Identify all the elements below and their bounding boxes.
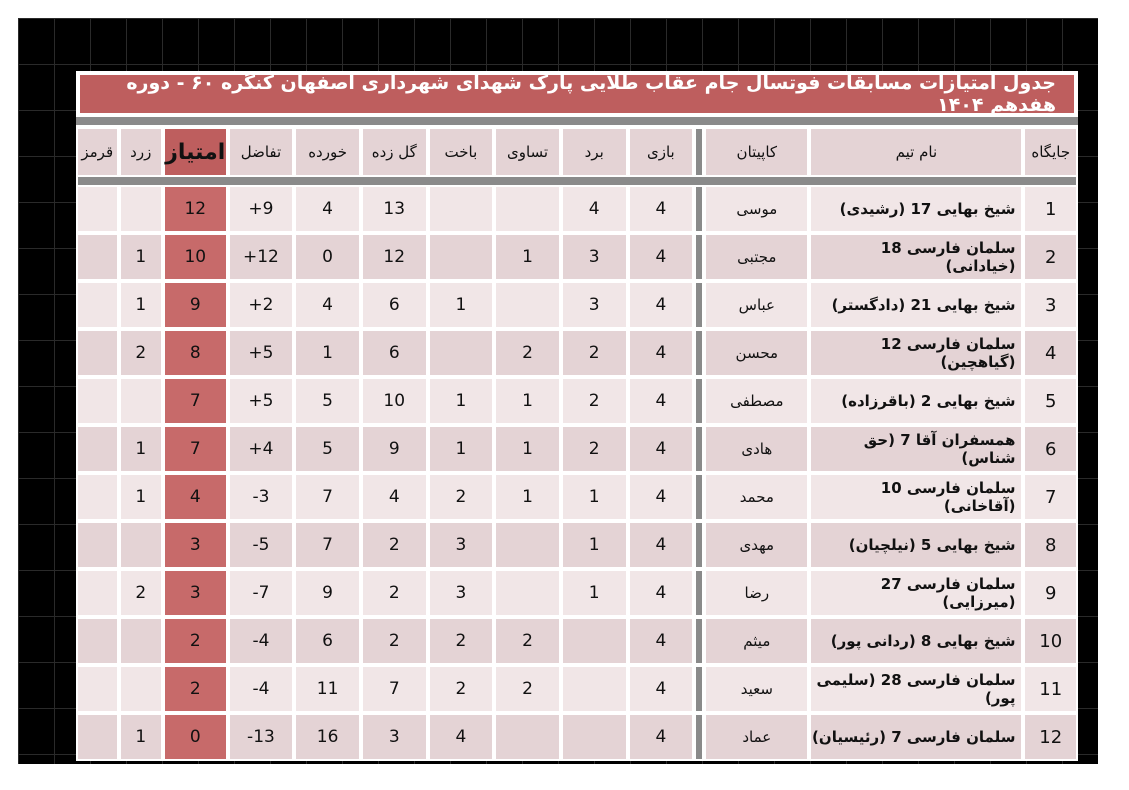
played-cell: 4 <box>628 617 695 665</box>
played-cell: 4 <box>628 665 695 713</box>
header-row <box>76 127 1078 177</box>
row-gap <box>694 569 704 617</box>
rank-cell: 12 <box>1023 713 1078 761</box>
table-row <box>76 569 1078 617</box>
goal-difference-cell: 4- <box>228 665 295 713</box>
points-cell: 12 <box>163 185 228 233</box>
rank-cell: 6 <box>1023 425 1078 473</box>
goal-difference-cell: 4+ <box>228 425 295 473</box>
row-gap <box>694 233 704 281</box>
goal-difference-cell: 12+ <box>228 233 295 281</box>
table-row <box>76 521 1078 569</box>
goal-difference-cell: 2+ <box>228 281 295 329</box>
lost-cell: 1 <box>428 281 495 329</box>
header-spacer <box>76 177 1078 185</box>
header-lost: باخت <box>428 127 495 177</box>
captain-cell: مجتبی <box>704 233 809 281</box>
goal-difference-cell: 7- <box>228 569 295 617</box>
drawn-cell <box>494 569 561 617</box>
goals-against-cell: 16 <box>294 713 361 761</box>
red-cards-cell <box>76 233 119 281</box>
goals-for-cell: 7 <box>361 665 428 713</box>
yellow-cards-cell: 1 <box>119 425 163 473</box>
lost-cell: 4 <box>428 713 495 761</box>
row-gap <box>694 185 704 233</box>
goals-against-cell: 5 <box>294 425 361 473</box>
red-cards-cell <box>76 521 119 569</box>
header-team: نام تیم <box>809 127 1023 177</box>
played-cell: 4 <box>628 281 695 329</box>
goals-against-cell: 9 <box>294 569 361 617</box>
header-points: امتیاز <box>163 127 228 177</box>
red-cards-cell <box>76 713 119 761</box>
header-goals-against: خورده <box>294 127 361 177</box>
rank-cell: 9 <box>1023 569 1078 617</box>
yellow-cards-cell: 1 <box>119 233 163 281</box>
yellow-cards-cell <box>119 521 163 569</box>
captain-cell: موسی <box>704 185 809 233</box>
goals-for-cell: 13 <box>361 185 428 233</box>
goal-difference-cell: 5- <box>228 521 295 569</box>
drawn-cell: 1 <box>494 473 561 521</box>
won-cell: 1 <box>561 473 628 521</box>
won-cell: 3 <box>561 281 628 329</box>
row-gap <box>694 713 704 761</box>
goal-difference-cell: 5+ <box>228 329 295 377</box>
yellow-cards-cell <box>119 185 163 233</box>
table-row <box>76 665 1078 713</box>
row-gap <box>694 281 704 329</box>
goals-against-cell: 4 <box>294 185 361 233</box>
goals-for-cell: 10 <box>361 377 428 425</box>
played-cell: 4 <box>628 569 695 617</box>
won-cell: 2 <box>561 425 628 473</box>
yellow-cards-cell <box>119 665 163 713</box>
rank-cell: 2 <box>1023 233 1078 281</box>
drawn-cell: 2 <box>494 665 561 713</box>
header-played: بازی <box>628 127 695 177</box>
table-row <box>76 473 1078 521</box>
header-rank: جایگاه <box>1023 127 1078 177</box>
drawn-cell <box>494 185 561 233</box>
played-cell: 4 <box>628 521 695 569</box>
won-cell: 2 <box>561 377 628 425</box>
red-cards-cell <box>76 185 119 233</box>
header-goal-difference: تفاضل <box>228 127 295 177</box>
row-gap <box>694 665 704 713</box>
header-gap <box>694 127 704 177</box>
drawn-cell <box>494 521 561 569</box>
table-row <box>76 377 1078 425</box>
lost-cell <box>428 233 495 281</box>
played-cell: 4 <box>628 425 695 473</box>
goals-against-cell: 7 <box>294 521 361 569</box>
team-name-cell: شیخ بهایی 8 (ردانی پور) <box>809 617 1023 665</box>
drawn-cell: 1 <box>494 425 561 473</box>
table-row <box>76 281 1078 329</box>
rank-cell: 7 <box>1023 473 1078 521</box>
lost-cell <box>428 185 495 233</box>
team-name-cell: سلمان فارسی 27 (میرزایی) <box>809 569 1023 617</box>
played-cell: 4 <box>628 233 695 281</box>
header-yellow-cards: زرد <box>119 127 163 177</box>
won-cell <box>561 617 628 665</box>
played-cell: 4 <box>628 185 695 233</box>
drawn-cell <box>494 713 561 761</box>
points-cell: 8 <box>163 329 228 377</box>
captain-cell: مهدی <box>704 521 809 569</box>
goals-against-cell: 6 <box>294 617 361 665</box>
row-gap <box>694 617 704 665</box>
rank-cell: 11 <box>1023 665 1078 713</box>
captain-cell: سعید <box>704 665 809 713</box>
goals-against-cell: 5 <box>294 377 361 425</box>
row-gap <box>694 377 704 425</box>
captain-cell: محمد <box>704 473 809 521</box>
points-cell: 2 <box>163 665 228 713</box>
goals-for-cell: 3 <box>361 713 428 761</box>
red-cards-cell <box>76 473 119 521</box>
table-row <box>76 425 1078 473</box>
goals-against-cell: 0 <box>294 233 361 281</box>
points-cell: 7 <box>163 377 228 425</box>
captain-cell: عماد <box>704 713 809 761</box>
lost-cell: 2 <box>428 617 495 665</box>
lost-cell: 2 <box>428 665 495 713</box>
table-row <box>76 329 1078 377</box>
goal-difference-cell: 3- <box>228 473 295 521</box>
goal-difference-cell: 13- <box>228 713 295 761</box>
table-row <box>76 233 1078 281</box>
table-title <box>78 73 1076 115</box>
drawn-cell: 1 <box>494 377 561 425</box>
standings-table <box>76 127 1078 761</box>
points-cell: 4 <box>163 473 228 521</box>
goals-for-cell: 4 <box>361 473 428 521</box>
red-cards-cell <box>76 617 119 665</box>
points-cell: 7 <box>163 425 228 473</box>
red-cards-cell <box>76 329 119 377</box>
table-row <box>76 713 1078 761</box>
team-name-cell: سلمان فارسی 10 (آقاخانی) <box>809 473 1023 521</box>
header-drawn: تساوی <box>494 127 561 177</box>
red-cards-cell <box>76 281 119 329</box>
header-won: برد <box>561 127 628 177</box>
points-cell: 2 <box>163 617 228 665</box>
goal-difference-cell: 5+ <box>228 377 295 425</box>
goal-difference-cell: 4- <box>228 617 295 665</box>
team-name-cell: سلمان فارسی 7 (رئیسیان) <box>809 713 1023 761</box>
rank-cell: 10 <box>1023 617 1078 665</box>
yellow-cards-cell: 2 <box>119 329 163 377</box>
yellow-cards-cell: 1 <box>119 473 163 521</box>
rank-cell: 4 <box>1023 329 1078 377</box>
yellow-cards-cell <box>119 377 163 425</box>
team-name-cell: سلمان فارسی 12 (گیاهچین) <box>809 329 1023 377</box>
table-row <box>76 617 1078 665</box>
lost-cell: 3 <box>428 521 495 569</box>
rank-cell: 1 <box>1023 185 1078 233</box>
team-name-cell: شیخ بهایی 17 (رشیدی) <box>809 185 1023 233</box>
goals-for-cell: 2 <box>361 617 428 665</box>
goals-against-cell: 1 <box>294 329 361 377</box>
captain-cell: میثم <box>704 617 809 665</box>
goals-for-cell: 9 <box>361 425 428 473</box>
captain-cell: محسن <box>704 329 809 377</box>
drawn-cell: 2 <box>494 329 561 377</box>
red-cards-cell <box>76 377 119 425</box>
team-name-cell: شیخ بهایی 2 (باقرزاده) <box>809 377 1023 425</box>
rank-cell: 3 <box>1023 281 1078 329</box>
captain-cell: عباس <box>704 281 809 329</box>
table-row <box>76 185 1078 233</box>
lost-cell: 1 <box>428 377 495 425</box>
goals-for-cell: 6 <box>361 329 428 377</box>
goals-for-cell: 12 <box>361 233 428 281</box>
points-cell: 3 <box>163 569 228 617</box>
lost-cell: 3 <box>428 569 495 617</box>
yellow-cards-cell <box>119 617 163 665</box>
yellow-cards-cell: 2 <box>119 569 163 617</box>
row-gap <box>694 329 704 377</box>
goals-for-cell: 2 <box>361 521 428 569</box>
row-gap <box>694 473 704 521</box>
captain-cell: هادی <box>704 425 809 473</box>
goals-against-cell: 11 <box>294 665 361 713</box>
team-name-cell: شیخ بهایی 5 (نیلچیان) <box>809 521 1023 569</box>
goals-against-cell: 7 <box>294 473 361 521</box>
drawn-cell <box>494 281 561 329</box>
won-cell: 1 <box>561 521 628 569</box>
played-cell: 4 <box>628 377 695 425</box>
red-cards-cell <box>76 569 119 617</box>
rank-cell: 8 <box>1023 521 1078 569</box>
goals-against-cell: 4 <box>294 281 361 329</box>
drawn-cell: 1 <box>494 233 561 281</box>
standings-sheet <box>76 71 1078 747</box>
row-gap <box>694 425 704 473</box>
divider-stripe <box>76 117 1078 125</box>
yellow-cards-cell: 1 <box>119 713 163 761</box>
captain-cell: مصطفی <box>704 377 809 425</box>
standings-body <box>76 185 1078 761</box>
won-cell <box>561 665 628 713</box>
goals-for-cell: 6 <box>361 281 428 329</box>
won-cell <box>561 713 628 761</box>
rank-cell: 5 <box>1023 377 1078 425</box>
won-cell: 1 <box>561 569 628 617</box>
red-cards-cell <box>76 425 119 473</box>
row-gap <box>694 521 704 569</box>
won-cell: 4 <box>561 185 628 233</box>
played-cell: 4 <box>628 473 695 521</box>
goals-for-cell: 2 <box>361 569 428 617</box>
points-cell: 9 <box>163 281 228 329</box>
black-background-frame <box>18 18 1098 764</box>
won-cell: 2 <box>561 329 628 377</box>
title-text: جدول امتیازات مسابقات فوتسال جام عقاب طلایی پارک شهدای شهرداری اصفهان کنگره ۶۰ - دوره هفدهم ۱۴۰۴ <box>126 72 1056 116</box>
header-goals-for: گل زده <box>361 127 428 177</box>
played-cell: 4 <box>628 713 695 761</box>
won-cell: 3 <box>561 233 628 281</box>
header-red-cards: قرمز <box>76 127 119 177</box>
team-name-cell: سلمان فارسی 18 (خیادانی) <box>809 233 1023 281</box>
points-cell: 3 <box>163 521 228 569</box>
team-name-cell: شیخ بهایی 21 (دادگستر) <box>809 281 1023 329</box>
red-cards-cell <box>76 665 119 713</box>
header-captain: کاپیتان <box>704 127 809 177</box>
lost-cell <box>428 329 495 377</box>
lost-cell: 2 <box>428 473 495 521</box>
goal-difference-cell: 9+ <box>228 185 295 233</box>
team-name-cell: همسفران آقا 7 (حق شناس) <box>809 425 1023 473</box>
yellow-cards-cell: 1 <box>119 281 163 329</box>
captain-cell: رضا <box>704 569 809 617</box>
points-cell: 0 <box>163 713 228 761</box>
lost-cell: 1 <box>428 425 495 473</box>
drawn-cell: 2 <box>494 617 561 665</box>
points-cell: 10 <box>163 233 228 281</box>
played-cell: 4 <box>628 329 695 377</box>
team-name-cell: سلمان فارسی 28 (سلیمی پور) <box>809 665 1023 713</box>
